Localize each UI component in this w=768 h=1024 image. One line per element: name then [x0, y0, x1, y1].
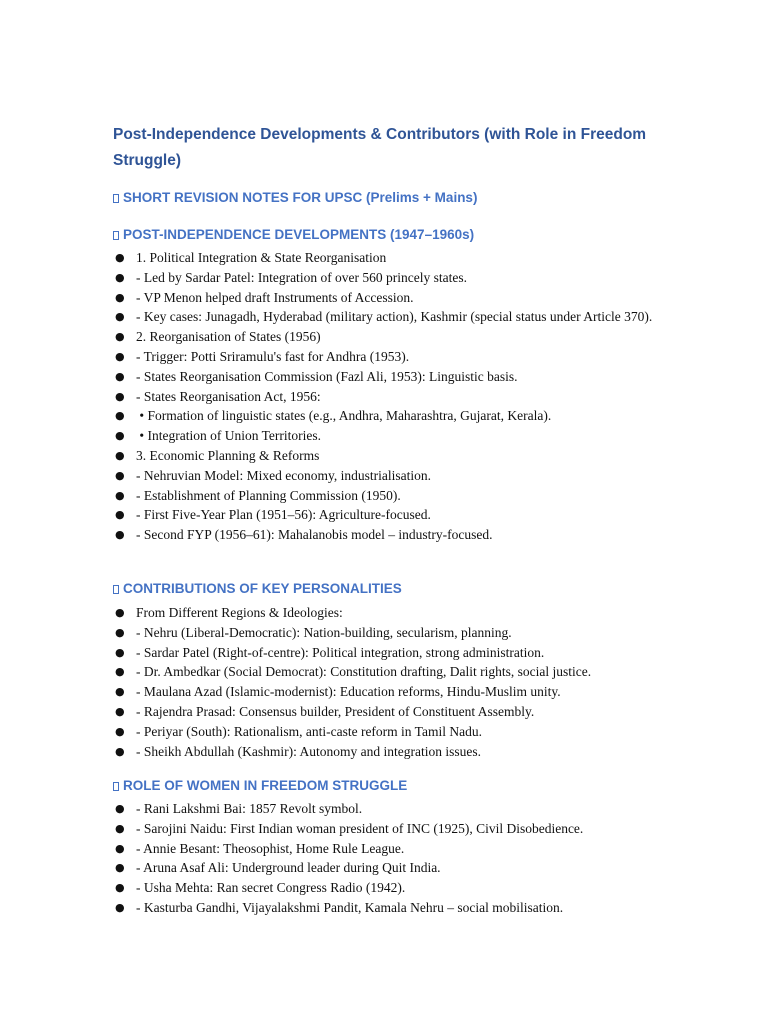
list-item-text: - Trigger: Potti Sriramulu's fast for Andhra (1953).: [136, 348, 410, 364]
list-item-text: - Rani Lakshmi Bai: 1857 Revolt symbol.: [136, 801, 363, 816]
list-item: [113, 662, 673, 682]
list-item-text: - Sardar Patel (Right-of-centre): Political integration, strong administration.: [136, 644, 545, 660]
list-item: [113, 327, 673, 347]
bullet-icon: ●: [115, 389, 125, 403]
list-item: [113, 858, 673, 878]
list-item-text: - Kasturba Gandhi, Vijayalakshmi Pandit, Kamala Nehru – social mobilisation.: [136, 899, 564, 915]
bullet-icon: ●: [115, 821, 125, 835]
list-item: [113, 898, 673, 918]
list-item: [113, 505, 673, 525]
subtitle-heading: [113, 189, 477, 207]
list-item-text: - Periyar (South): Rationalism, anti-caste reform in Tamil Nadu.: [136, 723, 482, 739]
bullet-icon: ●: [115, 290, 125, 304]
list-item-text: - Maulana Azad (Islamic-modernist): Education reforms, Hindu-Muslim unity.: [136, 684, 561, 700]
list-item: [113, 486, 673, 506]
section-heading-women: [113, 777, 407, 795]
bullet-icon: ●: [115, 251, 125, 264]
list-item-text: 3. Economic Planning & Reforms: [136, 447, 320, 463]
section-heading-personalities: [113, 580, 402, 598]
bullet-icon: ●: [115, 724, 125, 738]
bullet-icon: ●: [115, 744, 125, 758]
box-glyph-icon: [113, 231, 119, 240]
list-item: [113, 682, 673, 702]
box-glyph-icon: [113, 782, 119, 791]
list-item-text: - Sheikh Abdullah (Kashmir): Autonomy and integration issues.: [136, 743, 481, 759]
list-item: [113, 367, 673, 387]
list-item-text: - Key cases: Junagadh, Hyderabad (military action), Kashmir (special status under Article 370).: [136, 309, 653, 325]
list-item: [113, 799, 673, 819]
bullet-icon: ●: [115, 310, 125, 324]
list-item: [113, 406, 673, 426]
developments-list: [113, 248, 673, 545]
list-item-text: - Usha Mehta: Ran secret Congress Radio (1942).: [136, 880, 406, 896]
list-item: [113, 347, 673, 367]
list-item: [113, 603, 673, 623]
bullet-icon: ●: [115, 528, 125, 542]
bullet-icon: ●: [115, 900, 125, 914]
list-item: [113, 426, 673, 446]
bullet-icon: ●: [115, 508, 125, 522]
list-item-text: - States Reorganisation Commission (Fazl Ali, 1953): Linguistic basis.: [136, 368, 518, 384]
box-glyph-icon: [113, 194, 119, 203]
bullet-icon: ●: [115, 468, 125, 482]
list-item: [113, 643, 673, 663]
bullet-icon: ●: [115, 665, 125, 679]
personalities-list: [113, 603, 673, 761]
list-item: [113, 878, 673, 898]
women-list: [113, 799, 673, 918]
list-item: [113, 623, 673, 643]
bullet-icon: ●: [115, 369, 125, 383]
list-item: [113, 288, 673, 308]
bullet-icon: ●: [115, 704, 125, 718]
list-item: [113, 466, 673, 486]
bullet-icon: ●: [115, 841, 125, 855]
list-item-text: - First Five-Year Plan (1951–56): Agriculture-focused.: [136, 507, 431, 523]
list-item: [113, 722, 673, 742]
list-item-text: - Second FYP (1956–61): Mahalanobis model – industry-focused.: [136, 527, 493, 543]
list-item-text: - States Reorganisation Act, 1956:: [136, 388, 321, 404]
bullet-icon: ●: [115, 606, 125, 619]
bullet-icon: ●: [115, 802, 125, 815]
list-item: [113, 307, 673, 327]
bullet-icon: ●: [115, 881, 125, 895]
list-item-text: • Formation of linguistic states (e.g., Andhra, Maharashtra, Gujarat, Kerala).: [136, 408, 552, 424]
bullet-icon: ●: [115, 645, 125, 659]
list-item-text: - Rajendra Prasad: Consensus builder, President of Constituent Assembly.: [136, 703, 535, 719]
list-item-text: - Nehru (Liberal-Democratic): Nation-building, secularism, planning.: [136, 624, 512, 640]
section-heading-developments: [113, 226, 474, 244]
bullet-icon: ●: [115, 685, 125, 699]
list-item: [113, 248, 673, 268]
list-item-text: - Nehruvian Model: Mixed economy, industrialisation.: [136, 467, 431, 483]
list-item-text: - Establishment of Planning Commission (1950).: [136, 487, 401, 503]
list-item-text: 2. Reorganisation of States (1956): [136, 329, 321, 345]
section-heading-text: CONTRIBUTIONS OF KEY PERSONALITIES: [123, 581, 402, 596]
list-item: [113, 268, 673, 288]
list-item-text: - Dr. Ambedkar (Social Democrat): Constitution drafting, Dalit rights, social justice.: [136, 664, 592, 680]
list-item-text: From Different Regions & Ideologies:: [136, 605, 343, 620]
bullet-icon: ●: [115, 488, 125, 502]
list-item: [113, 525, 673, 545]
list-item: [113, 742, 673, 762]
list-item: [113, 702, 673, 722]
bullet-icon: ●: [115, 448, 125, 462]
bullet-icon: ●: [115, 330, 125, 344]
list-item-text: - Led by Sardar Patel: Integration of over 560 princely states.: [136, 269, 468, 285]
bullet-icon: ●: [115, 861, 125, 875]
list-item-text: - Annie Besant: Theosophist, Home Rule League.: [136, 840, 405, 856]
list-item-text: - VP Menon helped draft Instruments of Accession.: [136, 289, 414, 305]
bullet-icon: ●: [115, 409, 125, 423]
list-item-text: - Aruna Asaf Ali: Underground leader during Quit India.: [136, 860, 441, 876]
bullet-icon: ●: [115, 625, 125, 639]
document-title: Post-Independence Developments & Contributors (with Role in Freedom Struggle): [113, 126, 647, 169]
bullet-icon: ●: [115, 349, 125, 363]
list-item-text: • Integration of Union Territories.: [136, 428, 321, 444]
bullet-icon: ●: [115, 270, 125, 284]
bullet-icon: ●: [115, 429, 125, 443]
list-item: [113, 387, 673, 407]
list-item: [113, 839, 673, 859]
list-item: [113, 446, 673, 466]
list-item: [113, 819, 673, 839]
subtitle-text: SHORT REVISION NOTES FOR UPSC (Prelims + Mains): [123, 190, 478, 205]
section-heading-text: ROLE OF WOMEN IN FREEDOM STRUGGLE: [123, 778, 408, 793]
list-item-text: 1. Political Integration & State Reorganisation: [136, 250, 387, 265]
box-glyph-icon: [113, 585, 119, 594]
section-heading-text: POST-INDEPENDENCE DEVELOPMENTS (1947–1960s): [123, 227, 475, 242]
list-item-text: - Sarojini Naidu: First Indian woman president of INC (1925), Civil Disobedience.: [136, 820, 584, 836]
